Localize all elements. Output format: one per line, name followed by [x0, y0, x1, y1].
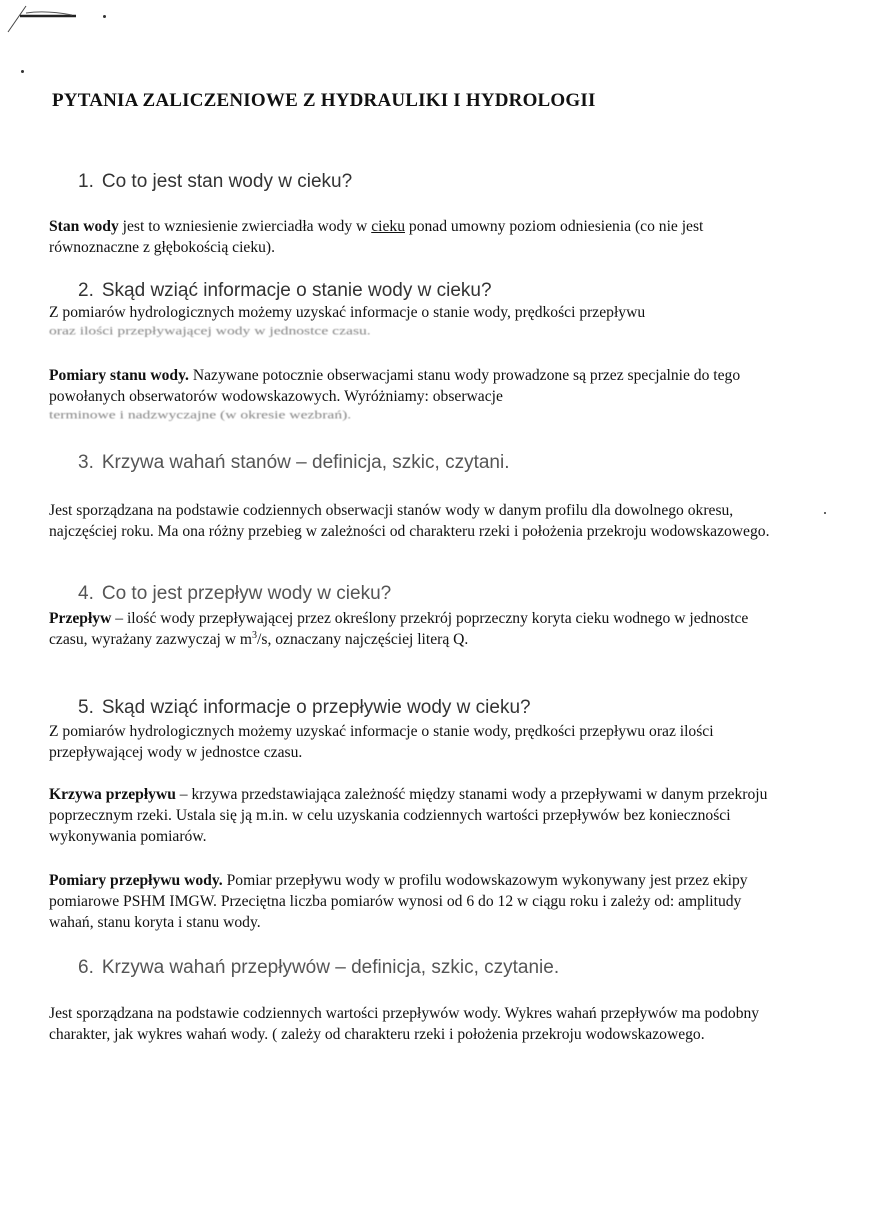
question-text: Skąd wziąć informacje o przepływie wody w cieku? [101, 697, 531, 718]
answer-6: Jest sporządzana na podstawie codziennych wartości przepływów wody. Wykres wahań przepływów ma podobny charakter, jak wykres wahań wody. ( zależy od charakteru rzeki i położenia przekroju wodowskazowego. [49, 1005, 760, 1043]
answer-2b [49, 365, 779, 428]
answer-text: Pomiar przepływu wody w profilu wodowskazowym wykonywany jest przez ekipy pomiarowe PSHM IMGW. Przeciętna liczba pomiarów wynosi od 6 do 12 w ciągu roku i zależy od: amplitudy wahań, stanu koryta i stanu wody. [49, 872, 748, 931]
term-bold: Stan wody [49, 218, 119, 235]
answer-line: Z pomiarów hydrologicznych możemy uzyskać informacje o stanie wody, prędkości przepływu [49, 304, 646, 321]
question-number: 2. [78, 280, 94, 301]
scan-speck [824, 512, 826, 514]
scan-artifact-icon [6, 4, 86, 34]
answer-5b [49, 784, 779, 847]
answer-text: /s, oznaczany najczęściej literą Q. [257, 631, 469, 648]
scan-speck [21, 70, 24, 73]
term-bold: Pomiary stanu wody. [49, 367, 189, 384]
question-text: Co to jest stan wody w cieku? [101, 171, 353, 192]
underlined-term: cieku [371, 218, 405, 235]
term-bold: Krzywa przepływu [49, 786, 176, 803]
question-6 [78, 957, 559, 979]
question-text: Co to jest przepływ wody w cieku? [101, 583, 392, 604]
answer-text: Nazywane potocznie obserwacjami stanu wody prowadzone są przez specjalnie do tego powołanych obserwatorów wodowskazowych. Wyróżniamy: obserwacje [49, 367, 741, 405]
question-number: 3. [78, 452, 94, 473]
answer-1 [49, 216, 779, 258]
question-number: 1. [78, 171, 94, 192]
scan-speck [103, 15, 106, 18]
answer-4 [49, 608, 779, 650]
question-4 [78, 583, 391, 605]
superscript: 3 [252, 629, 258, 641]
question-number: 4. [78, 583, 94, 604]
question-5 [78, 697, 531, 719]
question-number: 6. [78, 957, 94, 978]
answer-text: jest to wzniesienie zwierciadła wody w [118, 218, 372, 235]
answer-5: Z pomiarów hydrologicznych możemy uzyskać informacje o stanie wody, prędkości przepływu oraz ilości przepływającej wody w jednostce czasu. [49, 723, 714, 761]
question-text: Skąd wziąć informacje o stanie wody w cieku? [101, 280, 492, 301]
document-title: PYTANIA ZALICZENIOWE Z HYDRAULIKI I HYDROLOGII [52, 90, 596, 111]
faded-line: terminowe i nadzwyczajne (w okresie wezbrań). [49, 408, 352, 422]
faded-line: oraz ilości przepływającej wody w jednostce czasu. [49, 324, 371, 338]
question-3 [78, 452, 509, 474]
question-1 [78, 171, 352, 193]
question-text: Krzywa wahań przepływów – definicja, szkic, czytanie. [101, 957, 560, 978]
answer-3: Jest sporządzana na podstawie codziennych obserwacji stanów wody w danym profilu dla dowolnego okresu, najczęściej roku. Ma ona różny przebieg w zależności od charakteru rzeki i położenia przekroju wodowskazowego. [49, 502, 770, 540]
term-bold: Pomiary przepływu wody. [49, 872, 223, 889]
answer-text: – krzywa przedstawiająca zależność między stanami wody a przepływami w danym przekroju poprzecznym rzeki. Ustala się ją m.in. w celu uzyskania codziennych wartości przepływów bez konieczności wykonywania pomiarów. [49, 786, 768, 845]
question-2 [78, 280, 492, 302]
answer-text: – ilość wody przepływającej przez określony przekrój poprzeczny koryta cieku wodnego w jednostce czasu, wyrażany zazwyczaj w m [49, 610, 749, 648]
answer-5c [49, 870, 779, 933]
answer-text: ponad umowny poziom odniesienia (co nie jest równoznaczne z głębokością cieku). [49, 218, 704, 256]
question-text: Krzywa wahań stanów – definicja, szkic, czytani. [101, 452, 510, 473]
term-bold: Przepływ [49, 610, 112, 627]
answer-2 [49, 302, 779, 344]
question-number: 5. [78, 697, 94, 718]
